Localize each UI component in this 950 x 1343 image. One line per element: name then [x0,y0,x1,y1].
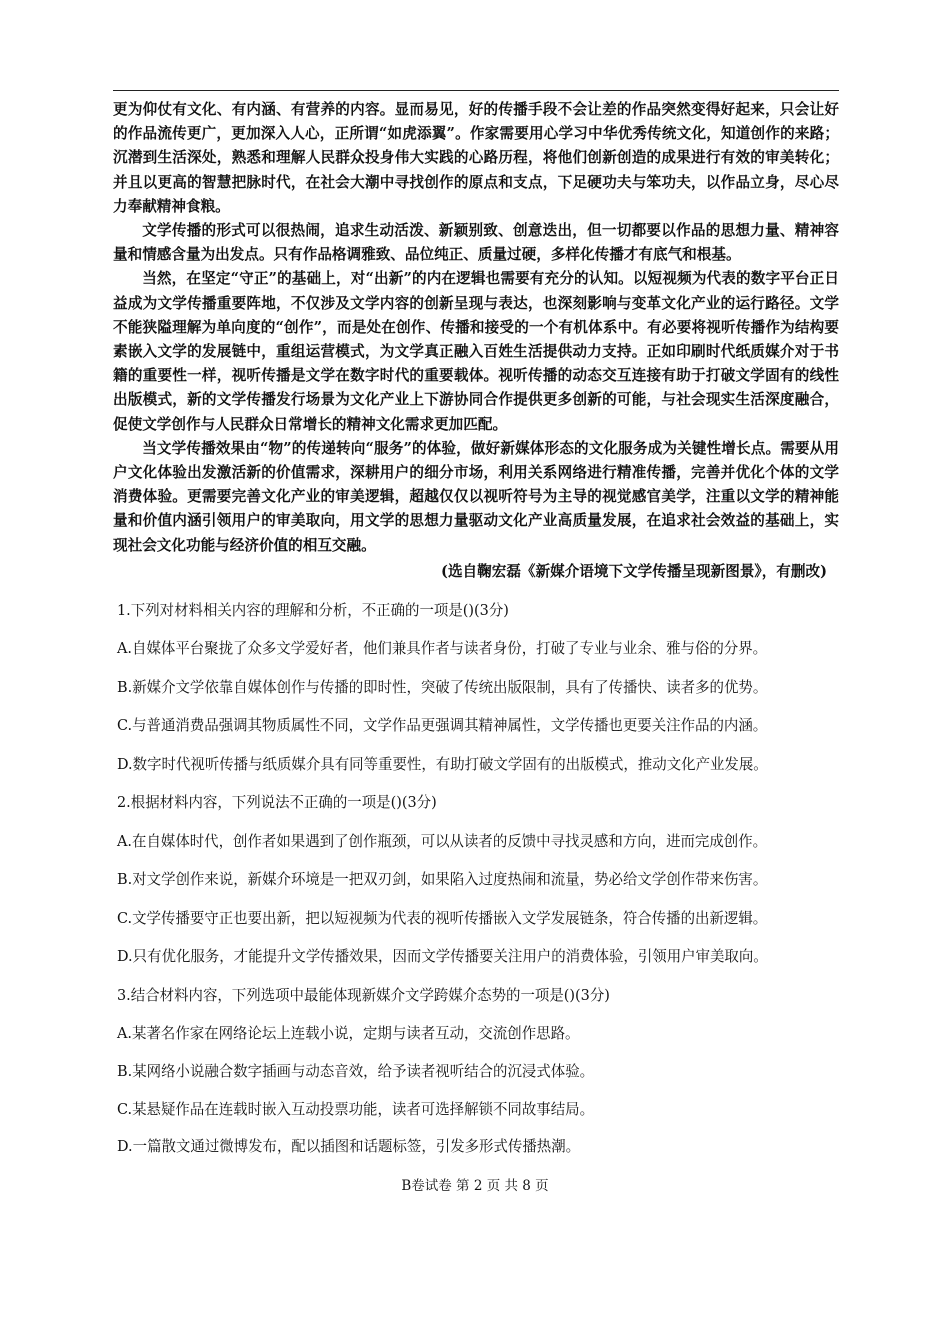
question-1-option-d: D.数字时代视听传播与纸质媒介具有同等重要性，有助打破文学固有的出版模式，推动文化产业发展。 [117,756,768,773]
question-1-option-c: C.与普通消费品强调其物质属性不同，文学作品更强调其精神属性，文学传播也更要关注作品的内涵。 [117,717,768,734]
page-footer: B卷试卷 第 2 页 共 8 页 [401,1178,549,1194]
passage-paragraph: 更为仰仗有文化、有内涵、有营养的内容。显而易见，好的传播手段不会让差的作品突然变得好起来，只会让好的作品流传更广，更加深入人心，正所谓“如虎添翼”。作家需要用心学习中华优秀传统文化，知道创作的来路；沉潜到生活深处，熟悉和理解人民群众投身伟大实践的心路历程，将他们创新创造的成果进行有效的审美转化；并且以更高的智慧把脉时代，在社会大潮中寻找创作的原点和支点，下足硬功夫与笨功夫，以作品立身，尽心尽力奉献精神食粮。 [113,101,839,215]
passage-paragraph: 文学传播的形式可以很热闹，追求生动活泼、新颖别致、创意迭出，但一切都要以作品的思想力量、精神容量和情感含量为出发点。只有作品格调雅致、品位纯正、质量过硬，多样化传播才有底气和根基。 [113,222,839,264]
question-3-option-a: A.某著名作家在网络论坛上连载小说，定期与读者互动，交流创作思路。 [117,1025,580,1042]
question-2-option-c: C.文学传播要守正也要出新，把以短视频为代表的视听传播嵌入文学发展链条，符合传播的出新逻辑。 [117,910,768,927]
question-2-stem: 2.根据材料内容，下列说法不正确的一项是()(3分) [117,794,437,811]
question-1-stem: 1.下列对材料相关内容的理解和分析，不正确的一项是()(3分) [117,602,509,619]
question-2-option-d: D.只有优化服务，才能提升文学传播效果，因而文学传播要关注用户的消费体验，引领用户审美取向。 [117,948,768,965]
reading-passage [113,98,839,558]
passage-paragraph: 当文学传播效果由“物”的传递转向“服务”的体验，做好新媒体形态的文化服务成为关键性增长点。需要从用户文化体验出发激活新的价值需求，深耕用户的细分市场，利用关系网络进行精准传播，完善并优化个体的文学消费体验。更需要完善文化产业的审美逻辑，超越仅仅以视听符号为主导的视觉感官美学，注重以文学的精神能量和价值内涵引领用户的审美取向，用文学的思想力量驱动文化产业高质量发展，在追求社会效益的基础上，实现社会文化功能与经济价值的相互交融。 [113,439,839,554]
question-3-option-d: D.一篇散文通过微博发布，配以插图和话题标签，引发多形式传播热潮。 [117,1138,581,1155]
passage-paragraph: 当然，在坚定“守正”的基础上，对“出新”的内在逻辑也需要有充分的认知。以短视频为代表的数字平台正日益成为文学传播重要阵地，不仅涉及文学内容的创新呈现与表达，也深刻影响与变革文化产业的运行路径。文学不能狭隘理解为单向度的“创作”，而是处在创作、传播和接受的一个有机体系中。有必要将视听传播作为结构要素嵌入文学的发展链中，重组运营模式，为文学真正融入百姓生活提供动力支持。正如印刷时代纸质媒介对于书籍的重要性一样，视听传播是文学在数字时代的重要载体。视听传播的动态交互连接有助于打破文学固有的线性出版模式，新的文学传播发行场景为文化产业上下游协同合作提供更多创新的可能，与社会现实生活深度融合，促使文学创作与人民群众日常增长的精神文化需求更加匹配。 [113,270,839,433]
passage-source: (选自鞠宏磊《新媒介语境下文学传播呈现新图景》，有删改) [441,563,827,580]
question-3-stem: 3.结合材料内容，下列选项中最能体现新媒介文学跨媒介态势的一项是()(3分) [117,987,610,1004]
question-2-option-b: B.对文学创作来说，新媒介环境是一把双刃剑，如果陷入过度热闹和流量，势必给文学创作带来伤害。 [117,871,768,888]
question-3-option-b: B.某网络小说融合数字插画与动态音效，给予读者视听结合的沉浸式体验。 [117,1063,595,1080]
question-2-option-a: A.在自媒体时代，创作者如果遇到了创作瓶颈，可以从读者的反馈中寻找灵感和方向，进而完成创作。 [117,833,768,850]
question-1-option-b: B.新媒介文学依靠自媒体创作与传播的即时性，突破了传统出版限制，具有了传播快、读者多的优势。 [117,679,768,696]
question-1-option-a: A.自媒体平台聚拢了众多文学爱好者，他们兼具作者与读者身份，打破了专业与业余、雅与俗的分界。 [117,640,768,657]
header-rule [113,90,839,91]
question-3-option-c: C.某悬疑作品在连载时嵌入互动投票功能，读者可选择解锁不同故事结局。 [117,1101,595,1118]
